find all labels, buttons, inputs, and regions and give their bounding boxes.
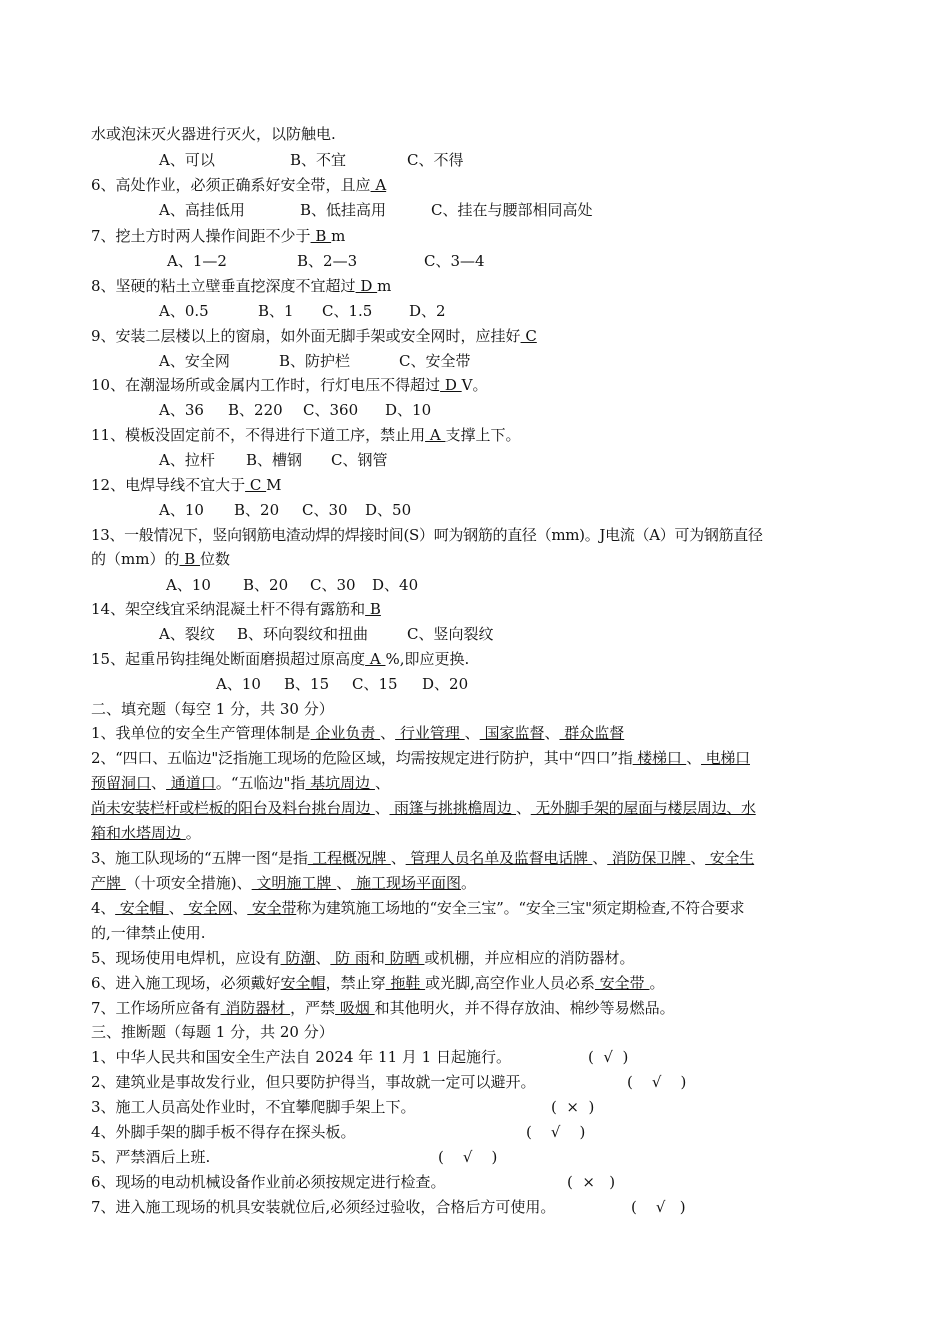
q13-option-c: C、30	[310, 576, 356, 594]
fill-2-sep: 、	[686, 749, 702, 767]
fill-5-sep: 、	[315, 949, 331, 967]
fill-7-blank-1: 消防器材	[220, 999, 291, 1017]
q14-text: 14、架空线宜采纳混凝土杆不得有露筋和	[91, 600, 366, 618]
fill-2-line3	[91, 796, 862, 820]
fill-7-blank-2: 吸烟	[335, 999, 375, 1017]
fill-3-blank-3: 消防保卫牌	[607, 849, 691, 867]
fill-5	[91, 946, 862, 970]
q11-answer: A	[425, 426, 446, 444]
q10-option-c: C、360	[303, 401, 359, 419]
q5-option-b: B、不宜	[290, 151, 347, 169]
q14-option-a: A、裂纹	[159, 625, 215, 643]
fill-3-text: （十项安全措施)、	[125, 874, 252, 892]
q13-option-b: B、20	[243, 576, 289, 594]
fill-7-text: ，严禁	[290, 999, 336, 1017]
fill-6	[91, 971, 862, 995]
fill-1-blank-2: 行业管理	[395, 724, 465, 742]
fill-4-line1	[91, 896, 862, 920]
q14-option-c: C、竖向裂纹	[407, 625, 494, 643]
judge-5-text: 5、严禁酒后上班.	[91, 1148, 211, 1166]
fill-4-blank-3: 安全带	[247, 899, 297, 917]
q6-option-b: B、低挂高用	[300, 201, 387, 219]
fill-3-sep: 、	[390, 849, 406, 867]
fill-4-text: 4、	[91, 899, 116, 917]
fill-2-sep: 、	[151, 774, 167, 792]
judge-4	[91, 1120, 862, 1144]
fill-3-blank-4-cont: 产牌	[91, 874, 126, 892]
fill-2-blank-7: 雨篷与挑挑檐周边	[389, 799, 517, 817]
judge-2-text: 2、建筑业是事故发行业，但只要防护得当，事故就一定可以避开。	[91, 1073, 536, 1091]
q12-option-d: D、50	[365, 501, 412, 519]
q15-answer: A	[365, 650, 386, 668]
q7-option-c: C、3—4	[424, 252, 485, 270]
fill-4-text: 称为建筑施工场地的“安全三宝”。“安全三宝"须定期检查,不符合要求	[296, 899, 745, 917]
q7-option-a: A、1—2	[167, 252, 227, 270]
judge-6-text: 6、现场的电动机械设备作业前必须按规定进行检查。	[91, 1173, 446, 1191]
q12-option-c: C、30	[302, 501, 348, 519]
fill-3-end: 。	[460, 874, 476, 892]
fill-2-blank-5: 基坑周边	[305, 774, 375, 792]
fill-2-blank-1: 楼梯口	[632, 749, 687, 767]
q12-text: 12、电焊导线不宜大于	[91, 476, 246, 494]
fill-5-blank-3: 防晒	[384, 949, 425, 967]
fill-4-sep: 、	[168, 899, 184, 917]
fill-2-sep: 、	[374, 799, 390, 817]
fill-7	[91, 996, 862, 1020]
q6-text: 6、高处作业，必须正确系好安全带，且应	[91, 176, 371, 194]
q7-stem	[91, 224, 862, 248]
fill-3-line1	[91, 846, 862, 870]
q10-option-d: D、10	[385, 401, 432, 419]
fill-5-blank-1: 防潮	[280, 949, 316, 967]
fill-2-blank-8: 无外脚手架的屋面与楼层周边、水	[530, 799, 756, 817]
q13-text: 的（mm）的	[91, 550, 180, 568]
fill-1-sep: 、	[464, 724, 480, 742]
fill-6-text: ，禁止穿	[325, 974, 386, 992]
fill-3-text: 3、施工队现场的“五牌一图“是指	[91, 849, 308, 867]
fill-4-sep: 、	[232, 899, 248, 917]
q15-tail: %,即应更换.	[385, 650, 470, 668]
fill-1-sep: 、	[544, 724, 560, 742]
q11-option-b: B、槽钢	[246, 451, 303, 469]
judge-2	[91, 1070, 862, 1094]
q11-stem	[91, 423, 862, 447]
q9-stem	[91, 324, 862, 348]
fill-2-sep: 、	[374, 774, 390, 792]
fill-1	[91, 721, 862, 745]
q15-option-b: B、15	[284, 675, 330, 693]
fill-2-text: 2、“四口、五临边"泛指施工现场的危险区域，均需按规定进行防护，其中“四口”指	[91, 749, 633, 767]
fill-2-blank-4: 通道口	[166, 774, 216, 792]
judge-1-text: 1、中华人民共和国安全生产法自 2024 年 11 月 1 日起施行。	[91, 1048, 511, 1066]
fill-6-blank-1: 安全帽	[280, 974, 326, 992]
q10-text: 10、在潮湿场所或金属内工作时，行灯电压不得超过	[91, 376, 441, 394]
q14-answer: B	[365, 600, 381, 618]
judge-2-mark: ( √ )	[627, 1073, 687, 1091]
fill-4-line2: 的,一律禁止使用.	[91, 924, 206, 942]
q8-text: 8、坚硬的粘土立壁垂直挖深度不宜超过	[91, 277, 356, 295]
q10-option-b: B、220	[228, 401, 283, 419]
fill-3-blank-2: 管理人员名单及监督电话牌	[405, 849, 593, 867]
fill-1-blank-1: 企业负责	[310, 724, 381, 742]
q9-option-b: B、防护栏	[279, 352, 351, 370]
q13-option-a: A、10	[166, 576, 211, 594]
fill-5-text: 5、现场使用电焊机，应设有	[91, 949, 281, 967]
q8-option-c: C、1.5	[322, 302, 373, 320]
fill-2-end: 。	[185, 824, 201, 842]
q5-continuation: 水或泡沫灭火器进行灭火，以防触电.	[91, 125, 336, 143]
fill-2-line4	[91, 821, 862, 845]
q12-answer: C	[245, 476, 267, 494]
q8-option-a: A、0.5	[159, 302, 209, 320]
fill-6-text: 或光脚,高空作业人员必系	[425, 974, 595, 992]
judge-5-mark: ( √ )	[438, 1148, 498, 1166]
judge-6	[91, 1170, 862, 1194]
judge-4-mark: ( √ )	[526, 1123, 586, 1141]
fill-3-sep: 、	[690, 849, 706, 867]
q12-option-b: B、20	[234, 501, 280, 519]
fill-1-sep: 、	[380, 724, 396, 742]
judge-3-text: 3、施工人员高处作业时，不宜攀爬脚手架上下。	[91, 1098, 416, 1116]
q11-text: 11、模板没固定前不，不得进行下道工序，禁止用	[91, 426, 426, 444]
q8-stem	[91, 274, 862, 298]
q8-option-b: B、1	[258, 302, 294, 320]
q12-stem	[91, 473, 862, 497]
fill-1-blank-3: 国家监督	[479, 724, 545, 742]
fill-6-text: 6、进入施工现场，必须戴好	[91, 974, 281, 992]
fill-3-blank-5: 文明施工牌	[251, 874, 337, 892]
q13-answer: B	[179, 550, 201, 568]
q11-tail: 支撑上下。	[445, 426, 521, 444]
q10-option-a: A、36	[159, 401, 204, 419]
q7-text: 7、挖土方时两人操作间距不少于	[91, 227, 311, 245]
q10-answer: D	[440, 376, 462, 394]
fill-1-text: 1、我单位的安全生产管理体制是	[91, 724, 311, 742]
judge-1	[91, 1045, 862, 1069]
q9-text: 9、安装二层楼以上的窗扇，如外面无脚手架或安全网时，应挂好	[91, 327, 521, 345]
fill-3-blank-4: 安全生	[705, 849, 755, 867]
fill-2-sep: 、	[516, 799, 531, 817]
q13-tail: 位数	[200, 550, 231, 568]
q9-answer: C	[520, 327, 537, 345]
judge-7-text: 7、进入施工现场的机具安装就位后,必须经过验收，合格后方可使用。	[91, 1198, 556, 1216]
fill-5-blank-2: 防 雨	[330, 949, 370, 967]
fill-5-sep: 和	[369, 949, 385, 967]
fill-6-blank-3: 安全带	[594, 974, 650, 992]
judge-7	[91, 1195, 862, 1219]
fill-1-blank-4: 群众监督	[559, 724, 625, 742]
fill-6-end: 。	[649, 974, 665, 992]
section-2-title: 二、填充题（每空 1 分，共 30 分）	[91, 700, 334, 718]
q5-option-a: A、可以	[159, 151, 215, 169]
section-3-title: 三、推断题（每题 1 分，共 20 分）	[91, 1023, 334, 1041]
q13-stem-line1: 13、一般情况下，竖向钢筋电渣动焊的焊接时间(S）呵为钢筋的直径（mm)。J电流（A）可为钢筋直径	[91, 526, 763, 544]
q8-unit: m	[377, 277, 392, 295]
fill-6-blank-2: 拖鞋	[385, 974, 426, 992]
q10-stem	[91, 373, 862, 397]
fill-2-blank-6: 尚未安装栏杆或栏板的阳台及料台挑台周边	[91, 799, 375, 817]
judge-7-mark: ( √ )	[631, 1198, 686, 1216]
fill-7-text: 和其他明火，并不得存放油、棉纱等易燃品。	[374, 999, 675, 1017]
fill-3-line2	[91, 871, 862, 895]
q5-option-c: C、不得	[407, 151, 464, 169]
fill-7-text: 7、工作场所应备有	[91, 999, 221, 1017]
q15-text: 15、起重吊钩挂绳处断面磨损超过原高度	[91, 650, 366, 668]
fill-2-blank-8-cont: 箱和水塔周边	[91, 824, 186, 842]
q13-stem-line2	[91, 547, 862, 571]
q7-answer: B	[310, 227, 332, 245]
q15-stem	[91, 647, 862, 671]
judge-3	[91, 1095, 862, 1119]
q9-option-a: A、安全网	[159, 352, 230, 370]
q6-stem	[91, 173, 862, 197]
judge-6-mark: ( × )	[567, 1173, 616, 1191]
q13-option-d: D、40	[372, 576, 419, 594]
fill-4-blank-1: 安全帽	[115, 899, 169, 917]
q12-option-a: A、10	[159, 501, 204, 519]
fill-4-blank-2: 安全网	[183, 899, 233, 917]
judge-4-text: 4、外脚手架的脚手板不得存在探头板。	[91, 1123, 356, 1141]
q14-stem	[91, 597, 862, 621]
q8-option-d: D、2	[409, 302, 446, 320]
judge-3-mark: ( × )	[551, 1098, 595, 1116]
q8-answer: D	[355, 277, 378, 295]
fill-3-sep: 、	[336, 874, 352, 892]
fill-2-line2	[91, 771, 862, 795]
q11-option-a: A、拉杆	[159, 451, 215, 469]
q15-option-c: C、15	[352, 675, 398, 693]
q6-answer: A	[370, 176, 387, 194]
fill-2-blank-2: 电梯口	[701, 749, 750, 767]
q12-unit: M	[266, 476, 282, 494]
q15-option-d: D、20	[422, 675, 469, 693]
judge-1-mark: ( √ )	[588, 1048, 629, 1066]
q10-unit: V。	[461, 376, 488, 394]
q6-option-a: A、高挂低用	[159, 201, 245, 219]
fill-3-blank-6: 施工现场平面图	[351, 874, 461, 892]
fill-2-blank-3: 预留洞口	[91, 774, 152, 792]
fill-3-sep: 、	[592, 849, 608, 867]
fill-2-text: 。“五临边"指	[215, 774, 306, 792]
q7-unit: m	[331, 227, 346, 245]
q7-option-b: B、2—3	[297, 252, 358, 270]
q15-option-a: A、10	[216, 675, 261, 693]
q6-option-c: C、挂在与腰部相同高处	[431, 201, 593, 219]
q14-option-b: B、环向裂纹和扭曲	[237, 625, 369, 643]
fill-3-blank-1: 工程概况牌	[307, 849, 391, 867]
fill-5-text: 或机棚，并应相应的消防器材。	[424, 949, 635, 967]
q9-option-c: C、安全带	[399, 352, 471, 370]
judge-5	[91, 1145, 862, 1169]
q11-option-c: C、钢管	[331, 451, 388, 469]
fill-2-line1	[91, 746, 862, 770]
